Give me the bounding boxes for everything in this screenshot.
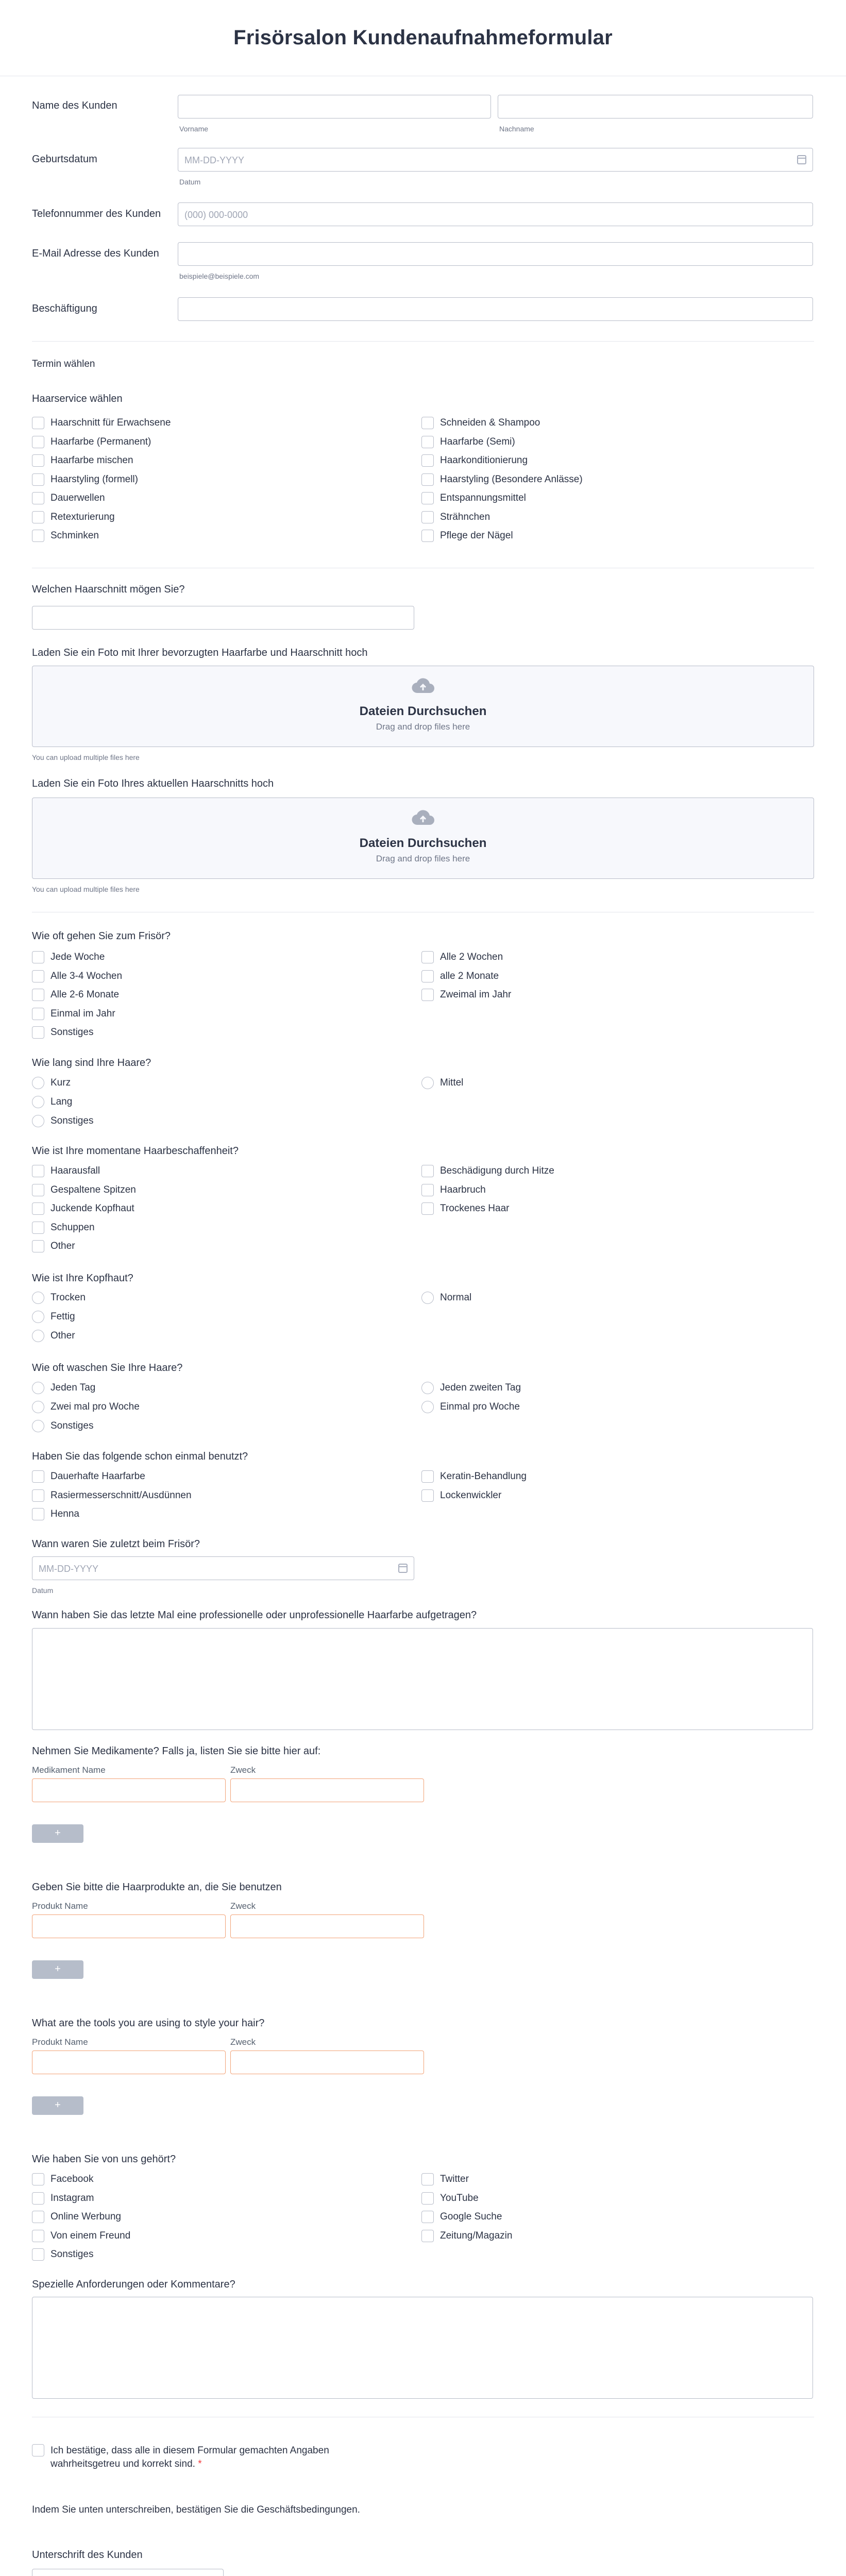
upload-current-hint: Drag and drop files here — [376, 854, 470, 863]
hair-service-option[interactable] — [421, 435, 515, 449]
option-label: Zwei mal pro Woche — [50, 1401, 140, 1412]
referral-option[interactable] — [421, 2229, 512, 2243]
birthdate-input[interactable] — [178, 148, 813, 172]
option-label: Haarfarbe (Semi) — [440, 436, 515, 447]
hair-condition-label: Wie ist Ihre momentane Haarbeschaffenheit? — [32, 1145, 239, 1157]
terms-text: Indem Sie unten unterschreiben, bestätigen Sie die Geschäftsbedingungen. — [32, 2504, 360, 2515]
visit-frequency-option[interactable] — [421, 988, 511, 1002]
checkbox[interactable] — [32, 1165, 44, 1177]
option-label: Haarstyling (formell) — [50, 473, 138, 485]
medication-name-input[interactable] — [32, 1778, 226, 1802]
option-label: Google Suche — [440, 2211, 502, 2222]
option-label: Haarschnitt für Erwachsene — [50, 417, 171, 428]
hair-condition-option[interactable] — [32, 1183, 136, 1197]
option-label: Retexturierung — [50, 511, 115, 522]
option-label: Zeitung/Magazin — [440, 2230, 513, 2241]
option-label: Alle 2-6 Monate — [50, 989, 120, 1000]
option-label: Schminken — [50, 530, 99, 541]
checkbox[interactable] — [32, 2192, 44, 2205]
required-asterisk: * — [198, 2459, 202, 2469]
tool-name-input[interactable] — [32, 2050, 226, 2074]
checkbox[interactable] — [421, 511, 434, 523]
hair-service-option[interactable] — [421, 492, 526, 505]
hair-service-option[interactable] — [32, 529, 99, 543]
option-label: Other — [50, 1330, 75, 1341]
upload-preferred-title: Dateien Durchsuchen — [359, 704, 487, 718]
referral-option[interactable] — [421, 2210, 502, 2224]
product-name-input[interactable] — [32, 1914, 226, 1938]
wash-frequency-option[interactable] — [421, 1381, 521, 1395]
checkbox[interactable] — [32, 2211, 44, 2223]
option-label: Sonstiges — [50, 1420, 94, 1431]
calendar-icon[interactable] — [398, 1564, 408, 1573]
scalp-option[interactable] — [32, 1310, 75, 1324]
page-title: Frisörsalon Kundenaufnahmeformular — [233, 26, 613, 49]
checkbox[interactable] — [32, 1489, 44, 1502]
email-sublabel: beispiele@beispiele.com — [179, 272, 260, 280]
last-name-sublabel: Nachname — [499, 125, 534, 133]
referral-option[interactable] — [421, 2173, 469, 2186]
visit-frequency-label: Wie oft gehen Sie zum Frisör? — [32, 930, 171, 942]
wash-frequency-option[interactable] — [32, 1381, 95, 1395]
checkbox[interactable] — [32, 989, 44, 1001]
option-label: Dauerhafte Haarfarbe — [50, 1471, 145, 1482]
comments-label: Spezielle Anforderungen oder Kommentare? — [32, 2279, 235, 2290]
option-label: Alle 3-4 Wochen — [50, 970, 123, 981]
option-label: Schneiden & Shampoo — [440, 417, 540, 428]
first-name-sublabel: Vorname — [179, 125, 209, 133]
radio-button[interactable] — [32, 1420, 44, 1432]
hair-length-label: Wie lang sind Ihre Haare? — [32, 1057, 151, 1069]
upload-current-note: You can upload multiple files here — [32, 885, 140, 893]
checkbox[interactable] — [32, 1202, 44, 1215]
divider — [32, 341, 814, 342]
add-product-button[interactable]: + — [32, 1960, 83, 1979]
occupation-label: Beschäftigung — [32, 303, 97, 314]
visit-frequency-option[interactable] — [421, 951, 503, 964]
wash-frequency-option[interactable] — [32, 1400, 140, 1414]
option-label: Jeden Tag — [50, 1382, 96, 1393]
visit-frequency-option[interactable] — [32, 951, 105, 964]
radio-button[interactable] — [32, 1096, 44, 1108]
medications-col-purpose: Zweck — [230, 1765, 256, 1775]
option-label: Keratin-Behandlung — [440, 1471, 527, 1482]
medications-col-name: Medikament Name — [32, 1765, 106, 1775]
used-before-option[interactable] — [421, 1470, 527, 1483]
checkbox[interactable] — [32, 417, 44, 429]
checkbox[interactable] — [32, 2230, 44, 2242]
option-label: Instagram — [50, 2192, 94, 2204]
checkbox[interactable] — [421, 454, 434, 467]
hair-products-label: Geben Sie bitte die Haarprodukte an, die Sie benutzen — [32, 1882, 282, 1893]
referral-option[interactable] — [32, 2229, 130, 2243]
checkbox[interactable] — [32, 1184, 44, 1196]
signature-area — [32, 2569, 224, 2576]
checkbox[interactable] — [421, 989, 434, 1001]
checkbox[interactable] — [421, 2211, 434, 2223]
option-label: Haarfarbe mischen — [50, 455, 133, 466]
used-before-label: Haben Sie das folgende schon einmal benutzt? — [32, 1451, 248, 1462]
confirm-text — [50, 2444, 329, 2471]
option-label: Lockenwickler — [440, 1489, 502, 1501]
option-label: Facebook — [50, 2174, 94, 2184]
hair-products-col-purpose: Zweck — [230, 1901, 256, 1911]
option-label: Rasiermesserschnitt/Ausdünnen — [50, 1489, 192, 1501]
option-label: alle 2 Monate — [440, 970, 499, 981]
hair-service-label: Haarservice wählen — [32, 393, 123, 404]
occupation-input[interactable] — [178, 297, 813, 321]
last-visit-label: Wann waren Sie zuletzt beim Frisör? — [32, 1538, 200, 1550]
medication-purpose-input[interactable] — [230, 1778, 424, 1802]
option-label: Haarbruch — [440, 1184, 486, 1195]
option-label: Zweimal im Jahr — [440, 989, 512, 1000]
phone-label: Telefonnummer des Kunden — [32, 208, 161, 219]
checkbox[interactable] — [421, 1202, 434, 1215]
option-label: Haarkonditionierung — [440, 455, 528, 466]
tools-col-purpose: Zweck — [230, 2037, 256, 2047]
radio-button[interactable] — [32, 1382, 44, 1394]
customer-name-label: Name des Kunden — [32, 100, 117, 111]
birthdate-placeholder: MM-DD-YYYY — [184, 155, 244, 165]
haircut-input[interactable] — [32, 606, 414, 630]
tool-purpose-input[interactable] — [230, 2050, 424, 2074]
upload-preferred-note: You can upload multiple files here — [32, 753, 140, 761]
visit-frequency-option[interactable] — [32, 988, 119, 1002]
wash-frequency-option[interactable] — [421, 1400, 520, 1414]
confirm-text-line-2: wahrheitsgetreu und korrekt sind. — [50, 2459, 195, 2469]
option-label: Schuppen — [50, 1222, 95, 1233]
checkbox[interactable] — [32, 1026, 44, 1039]
option-label: Haarstyling (Besondere Anlässe) — [440, 473, 583, 485]
option-label: Jede Woche — [50, 952, 105, 962]
confirm-checkbox[interactable] — [32, 2444, 44, 2456]
option-label: Beschädigung durch Hitze — [440, 1165, 554, 1176]
checkbox[interactable] — [421, 436, 434, 448]
checkbox[interactable] — [32, 454, 44, 467]
option-label: Other — [50, 1241, 75, 1251]
checkbox[interactable] — [421, 1489, 434, 1502]
hair-length-option[interactable] — [421, 1076, 463, 1090]
upload-current-dropzone[interactable] — [32, 798, 814, 879]
referral-option[interactable] — [32, 2192, 94, 2205]
option-label: Fettig — [50, 1311, 75, 1322]
wash-frequency-label: Wie oft waschen Sie Ihre Haare? — [32, 1362, 183, 1374]
option-label: Haarfarbe (Permanent) — [50, 436, 151, 447]
radio-button[interactable] — [32, 1077, 44, 1089]
radio-button[interactable] — [421, 1382, 434, 1394]
hair-service-option[interactable] — [421, 473, 583, 486]
option-label: Von einem Freund — [50, 2230, 131, 2241]
checkbox[interactable] — [32, 1508, 44, 1520]
checkbox[interactable] — [421, 417, 434, 429]
checkbox[interactable] — [32, 492, 44, 504]
upload-preferred-dropzone[interactable] — [32, 666, 814, 747]
last-color-textarea[interactable] — [32, 1628, 813, 1730]
checkbox[interactable] — [421, 1470, 434, 1483]
hair-condition-option[interactable] — [421, 1183, 486, 1197]
checkbox[interactable] — [421, 530, 434, 542]
option-label: Online Werbung — [50, 2211, 121, 2222]
scalp-option[interactable] — [421, 1291, 471, 1304]
upload-current-title: Dateien Durchsuchen — [359, 836, 487, 850]
radio-button[interactable] — [32, 1115, 44, 1127]
checkbox[interactable] — [32, 1008, 44, 1020]
last-visit-date-input[interactable] — [32, 1556, 414, 1580]
checkbox[interactable] — [32, 473, 44, 486]
checkbox[interactable] — [32, 951, 44, 963]
calendar-icon[interactable] — [797, 155, 806, 164]
option-label: Einmal im Jahr — [50, 1008, 115, 1019]
hair-service-option[interactable] — [32, 435, 151, 449]
checkbox[interactable] — [421, 473, 434, 486]
option-label: Entspannungsmittel — [440, 493, 526, 503]
signature-label: Unterschrift des Kunden — [32, 2549, 143, 2561]
checkbox[interactable] — [32, 530, 44, 542]
hair-condition-option[interactable] — [32, 1202, 134, 1215]
referral-option[interactable] — [32, 2248, 93, 2261]
phone-placeholder: (000) 000-0000 — [184, 210, 248, 220]
product-purpose-input[interactable] — [230, 1914, 424, 1938]
add-medication-button[interactable]: + — [32, 1824, 83, 1843]
hair-service-option[interactable] — [421, 416, 540, 430]
radio-button[interactable] — [32, 1330, 44, 1342]
option-label: Juckende Kopfhaut — [50, 1203, 134, 1214]
option-label: Normal — [440, 1292, 472, 1303]
option-label: Kurz — [50, 1077, 71, 1088]
checkbox[interactable] — [32, 1240, 44, 1252]
radio-button[interactable] — [421, 1401, 434, 1413]
option-label: Trocken — [50, 1292, 86, 1303]
last-name-input[interactable] — [498, 95, 813, 118]
used-before-option[interactable] — [421, 1489, 501, 1502]
hair-service-option[interactable] — [32, 416, 171, 430]
hair-service-option[interactable] — [421, 454, 528, 467]
referral-label: Wie haben Sie von uns gehört? — [32, 2154, 176, 2165]
scalp-option[interactable] — [32, 1291, 86, 1304]
option-label: Jeden zweiten Tag — [440, 1382, 521, 1393]
email-input[interactable] — [178, 242, 813, 266]
checkbox[interactable] — [421, 2173, 434, 2185]
checkbox[interactable] — [421, 970, 434, 982]
visit-frequency-option[interactable] — [421, 970, 499, 983]
upload-current-label: Laden Sie ein Foto Ihres aktuellen Haarschnitts hoch — [32, 778, 274, 789]
hair-condition-option[interactable] — [421, 1202, 509, 1215]
cloud-upload-icon — [411, 809, 435, 826]
checkbox[interactable] — [32, 1470, 44, 1483]
option-label: Alle 2 Wochen — [440, 952, 503, 962]
option-label: Sonstiges — [50, 1027, 94, 1038]
option-label: YouTube — [440, 2192, 479, 2204]
visit-frequency-option[interactable] — [32, 970, 122, 983]
appointment-heading: Termin wählen — [32, 359, 95, 369]
hair-length-option[interactable] — [32, 1076, 71, 1090]
hair-products-col-name: Produkt Name — [32, 1901, 88, 1911]
hair-service-option[interactable] — [32, 511, 115, 524]
scalp-option[interactable] — [32, 1329, 75, 1343]
comments-textarea[interactable] — [32, 2297, 813, 2399]
hair-service-option[interactable] — [421, 511, 490, 524]
option-label: Einmal pro Woche — [440, 1401, 520, 1412]
radio-button[interactable] — [32, 1292, 44, 1304]
checkbox[interactable] — [421, 951, 434, 963]
radio-button[interactable] — [32, 1401, 44, 1413]
used-before-option[interactable] — [32, 1470, 145, 1483]
used-before-option[interactable] — [32, 1507, 79, 1521]
checkbox[interactable] — [32, 2248, 44, 2261]
radio-button[interactable] — [421, 1292, 434, 1304]
option-label: Mittel — [440, 1077, 464, 1088]
checkbox[interactable] — [32, 436, 44, 448]
checkbox[interactable] — [421, 2192, 434, 2205]
birthdate-sublabel: Datum — [179, 178, 201, 186]
cloud-upload-icon — [411, 677, 435, 694]
checkbox[interactable] — [32, 970, 44, 982]
option-label: Haarausfall — [50, 1165, 100, 1176]
hair-condition-option[interactable] — [32, 1240, 75, 1253]
last-visit-sublabel: Datum — [32, 1586, 54, 1595]
referral-option[interactable] — [421, 2192, 479, 2205]
radio-button[interactable] — [421, 1077, 434, 1089]
hair-service-option[interactable] — [421, 529, 513, 543]
option-label: Twitter — [440, 2174, 469, 2184]
checkbox[interactable] — [32, 511, 44, 523]
hair-service-option[interactable] — [32, 473, 138, 486]
tools-label: What are the tools you are using to style your hair? — [32, 2018, 265, 2029]
signature-pad[interactable] — [32, 2569, 224, 2576]
scalp-label: Wie ist Ihre Kopfhaut? — [32, 1273, 133, 1284]
birthdate-label: Geburtsdatum — [32, 154, 97, 165]
checkbox[interactable] — [421, 2230, 434, 2242]
option-label: Trockenes Haar — [440, 1203, 510, 1214]
option-label: Pflege der Nägel — [440, 530, 513, 541]
haircut-question-label: Welchen Haarschnitt mögen Sie? — [32, 584, 185, 595]
option-label: Lang — [50, 1096, 73, 1107]
last-visit-placeholder: MM-DD-YYYY — [39, 1564, 98, 1574]
visit-frequency-option[interactable] — [32, 1007, 115, 1021]
upload-preferred-hint: Drag and drop files here — [376, 722, 470, 732]
hair-service-option[interactable] — [32, 492, 105, 505]
option-label: Strähnchen — [440, 511, 490, 522]
option-label: Henna — [50, 1509, 79, 1519]
radio-button[interactable] — [32, 1311, 44, 1323]
wash-frequency-option[interactable] — [32, 1419, 93, 1433]
first-name-input[interactable] — [178, 95, 491, 118]
option-label: Sonstiges — [50, 1115, 94, 1126]
used-before-option[interactable] — [32, 1489, 192, 1502]
checkbox[interactable] — [421, 1184, 434, 1196]
checkbox[interactable] — [32, 1222, 44, 1234]
option-label: Sonstiges — [50, 2249, 94, 2260]
checkbox[interactable] — [32, 2173, 44, 2185]
hair-condition-option[interactable] — [32, 1164, 100, 1178]
option-label: Dauerwellen — [50, 493, 105, 503]
hair-service-option[interactable] — [32, 454, 133, 467]
option-label: Gespaltene Spitzen — [50, 1184, 136, 1195]
upload-preferred-label: Laden Sie ein Foto mit Ihrer bevorzugten Haarfarbe und Haarschnitt hoch — [32, 647, 368, 658]
form-header — [0, 0, 846, 76]
email-label: E-Mail Adresse des Kunden — [32, 248, 159, 259]
add-tool-button[interactable]: + — [32, 2096, 83, 2115]
hair-condition-option[interactable] — [32, 1221, 95, 1234]
hair-condition-option[interactable] — [421, 1164, 554, 1178]
visit-frequency-option[interactable] — [32, 1026, 93, 1039]
referral-option[interactable] — [32, 2173, 93, 2186]
checkbox[interactable] — [421, 492, 434, 504]
confirm-text-line-1: Ich bestätige, dass alle in diesem Formular gemachten Angaben — [50, 2445, 329, 2456]
checkbox[interactable] — [421, 1165, 434, 1177]
last-color-label: Wann haben Sie das letzte Mal eine professionelle oder unprofessionelle Haarfarbe aufgetragen? — [32, 1609, 477, 1621]
tools-col-name: Produkt Name — [32, 2037, 88, 2047]
hair-length-option[interactable] — [32, 1095, 72, 1109]
medications-label: Nehmen Sie Medikamente? Falls ja, listen Sie sie bitte hier auf: — [32, 1745, 321, 1757]
referral-option[interactable] — [32, 2210, 121, 2224]
hair-length-option[interactable] — [32, 1114, 93, 1128]
phone-input[interactable] — [178, 202, 813, 226]
